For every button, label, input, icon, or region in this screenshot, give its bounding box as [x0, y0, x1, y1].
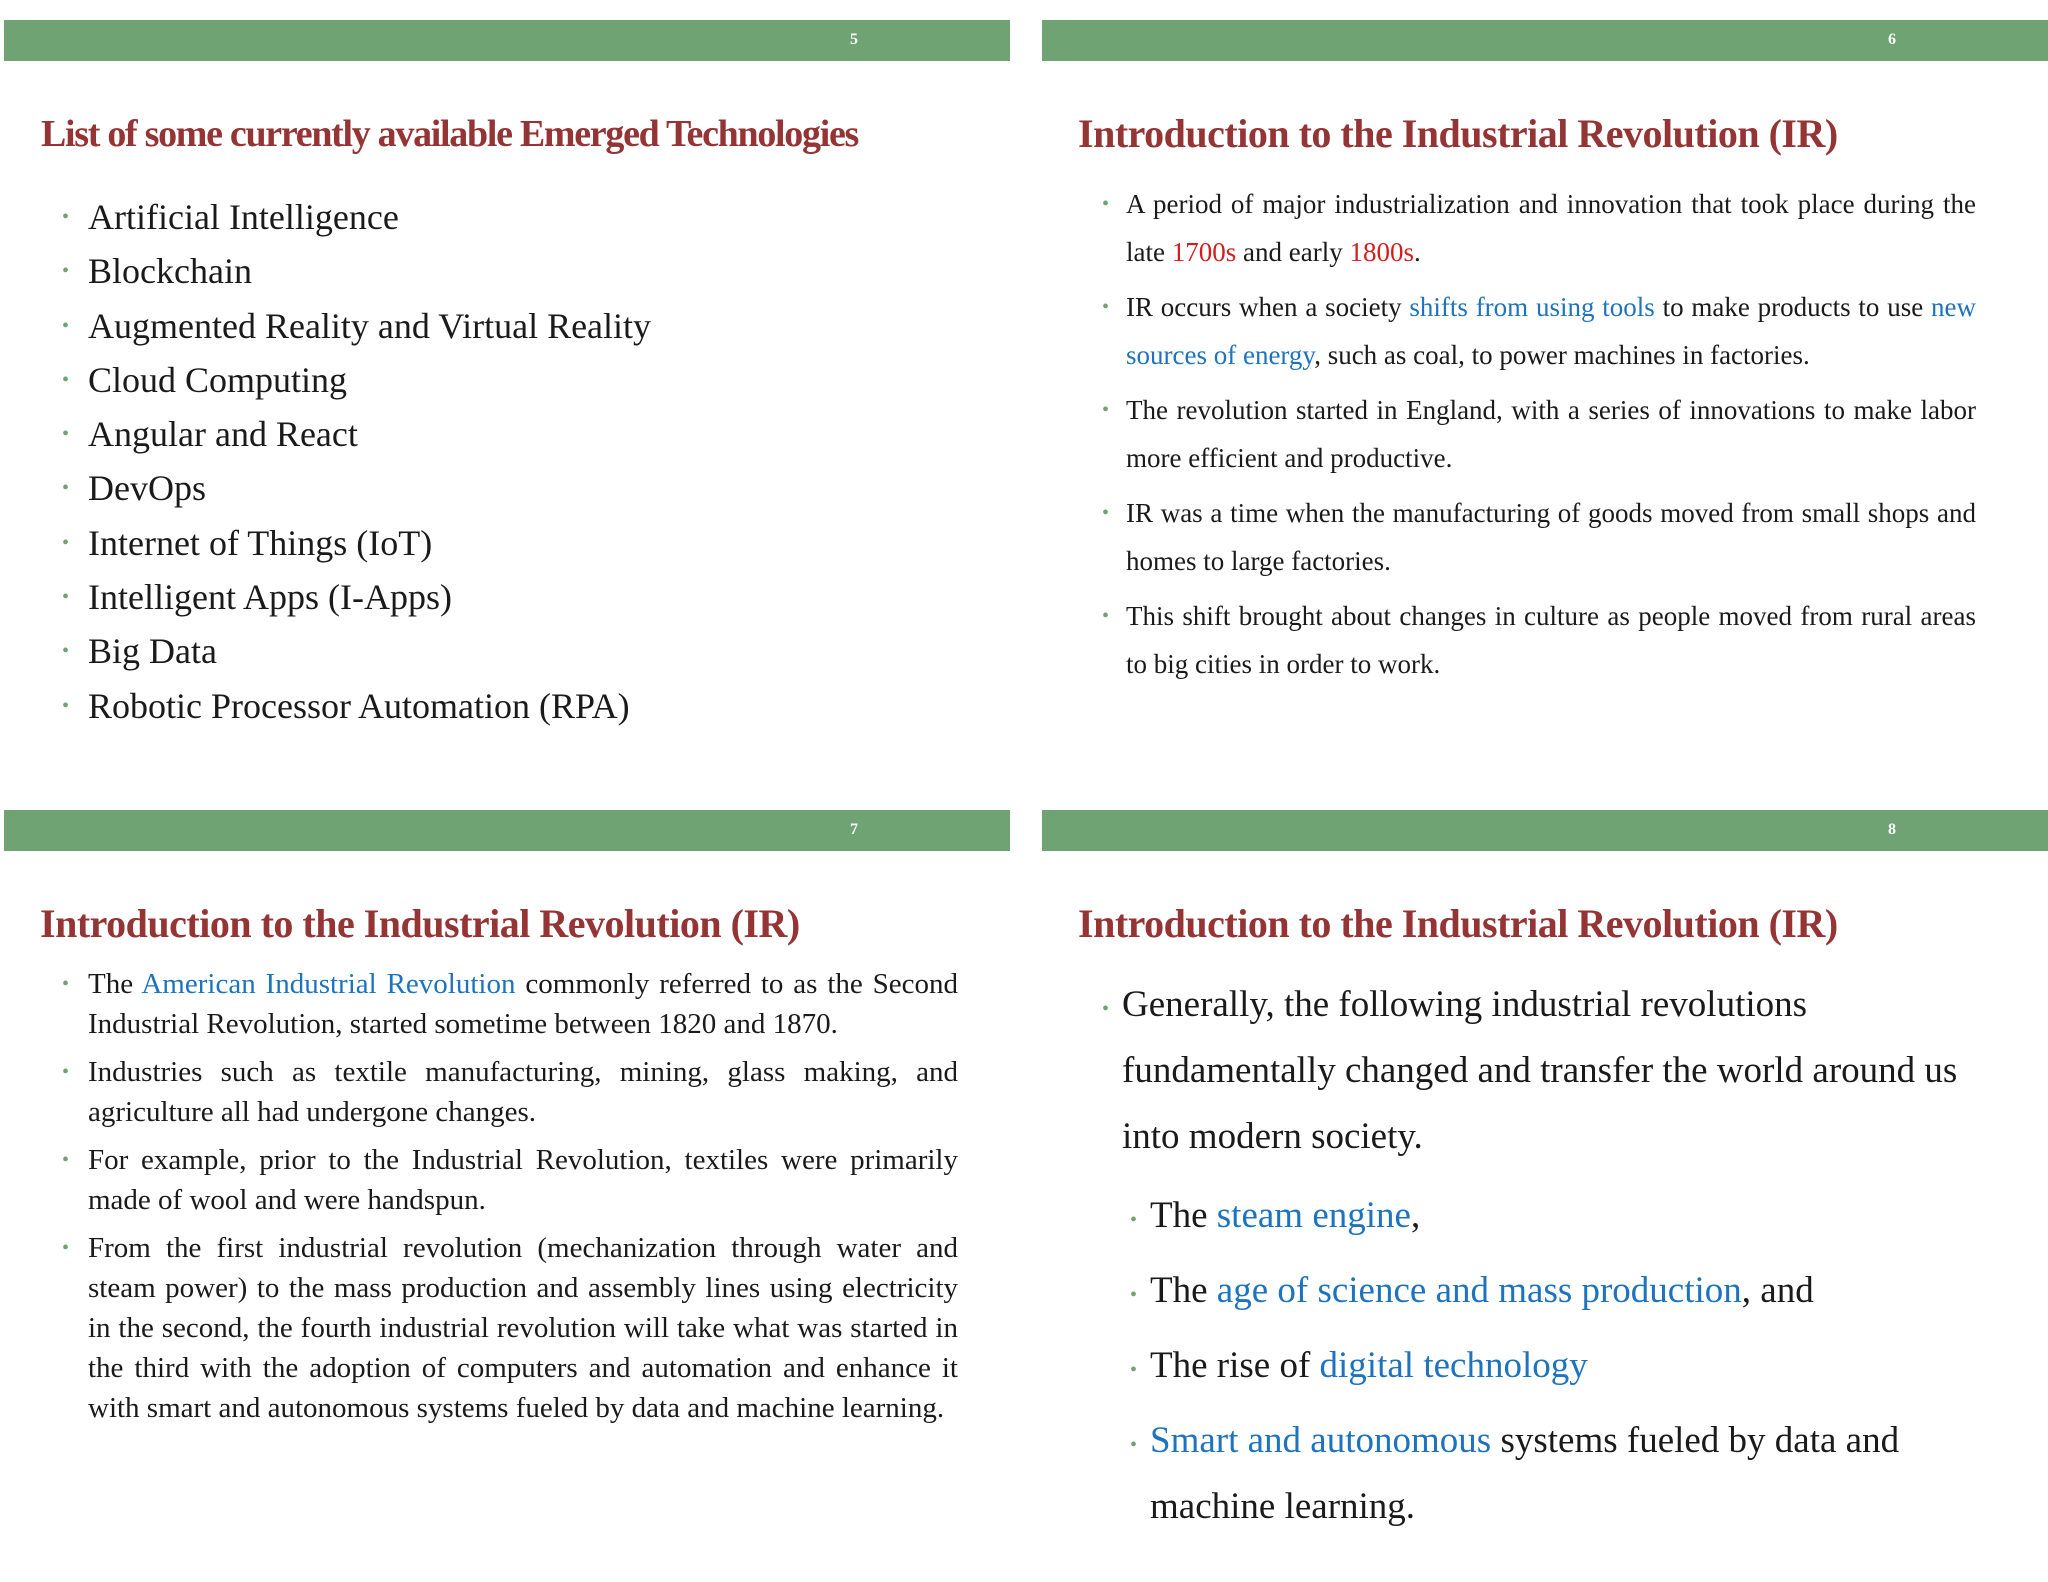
highlight-text: digital technology — [1319, 1345, 1588, 1386]
slide-5 — [4, 20, 1010, 780]
bullet-icon: • — [1102, 605, 1110, 627]
slide-header-bar — [1042, 20, 2048, 61]
bullet-icon: • — [62, 640, 70, 663]
slide-number: 8 — [1888, 821, 1896, 838]
highlight-text: American Industrial Revolution — [141, 968, 516, 1000]
list-item: • Artificial Intelligence — [62, 190, 962, 244]
slide-number: 5 — [850, 31, 858, 48]
list-item: • Big Data — [62, 624, 962, 678]
highlight-text: steam engine — [1216, 1195, 1411, 1236]
bullet-icon: • — [62, 694, 70, 717]
list-item: • Internet of Things (IoT) — [62, 516, 962, 570]
bullet-icon: • — [62, 423, 70, 446]
slide-6 — [1042, 20, 2048, 780]
highlight-text: shifts from using tools — [1409, 292, 1655, 322]
list-item: • For example, prior to the Industrial Revolution, textiles were primarily made of wool and were handspun. — [62, 1140, 958, 1220]
bullet-icon: • — [1130, 1284, 1138, 1306]
list-item: • IR occurs when a society shifts from using tools to make products to use new sources of energy, such as coal, to power machines in factories. — [1102, 283, 1976, 379]
list-item: • Robotic Processor Automation (RPA) — [62, 679, 962, 733]
list-item: • DevOps — [62, 461, 962, 515]
list-item: • IR was a time when the manufacturing of goods moved from small shops and homes to large factories. — [1102, 489, 1976, 585]
slide-header-bar — [1042, 810, 2048, 851]
bullet-icon: • — [1102, 502, 1110, 524]
bullet-icon: • — [62, 1237, 70, 1259]
list-item: • Intelligent Apps (I-Apps) — [62, 570, 962, 624]
list-item: • The revolution started in England, with a series of innovations to make labor more efficient and productive. — [1102, 386, 1976, 482]
list-item: • Angular and React — [62, 407, 962, 461]
bullet-icon: • — [1130, 1209, 1138, 1231]
sub-bullet-list — [1130, 1183, 1990, 1549]
list-item: • The age of science and mass production, and — [1130, 1258, 1990, 1324]
highlight-text: 1700s — [1171, 237, 1237, 267]
list-item: • A period of major industrialization and innovation that took place during the late 1700s and early 1800s. — [1102, 180, 1976, 276]
bullet-icon: • — [62, 477, 70, 500]
bullet-icon: • — [62, 314, 70, 337]
list-item: • The American Industrial Revolution commonly referred to as the Second Industrial Revolution, started sometime between 1820 and 1870. — [62, 964, 958, 1044]
bullet-list — [1102, 180, 1976, 695]
bullet-icon: • — [62, 260, 70, 283]
bullet-icon: • — [62, 206, 70, 228]
bullet-icon: • — [62, 531, 70, 554]
bullet-icon: • — [62, 1149, 70, 1171]
highlight-text: age of science and mass production — [1216, 1270, 1742, 1311]
list-item: • Industries such as textile manufacturing, mining, glass making, and agriculture all had undergone changes. — [62, 1052, 958, 1132]
list-item: • The steam engine, — [1130, 1183, 1990, 1249]
list-item: • Smart and autonomous systems fueled by data and machine learning. — [1130, 1408, 1990, 1540]
list-item: • Blockchain — [62, 244, 962, 298]
highlight-text: new sources of energy — [1126, 292, 1976, 370]
bullet-icon: • — [1130, 1359, 1138, 1381]
slide-header-bar — [4, 810, 1010, 851]
slide-7 — [4, 810, 1010, 1570]
bullet-icon: • — [62, 1061, 70, 1083]
slide-title: Introduction to the Industrial Revolution (IR) — [1078, 111, 1838, 156]
bullet-icon: • — [62, 368, 70, 391]
slide-8 — [1042, 810, 2048, 1570]
list-item: • This shift brought about changes in culture as people moved from rural areas to big cities in order to work. — [1102, 592, 1976, 688]
list-item: • The rise of digital technology — [1130, 1333, 1990, 1399]
bullet-icon: • — [1102, 998, 1110, 1020]
list-item: • Augmented Reality and Virtual Reality — [62, 299, 962, 353]
bullet-icon: • — [1102, 399, 1110, 421]
bullet-list — [62, 964, 958, 1436]
slide-number: 7 — [850, 821, 858, 838]
slide-title: List of some currently available Emerged Technologies — [41, 113, 859, 155]
highlight-text: 1800s — [1349, 237, 1414, 267]
list-item: • From the first industrial revolution (mechanization through water and steam power) to the mass production and assembly lines using electricity in the second, the fourth industrial revolution will take what was started in the third with the adoption of computers and automation and enhance it with smart and autonomous systems fueled by data and machine learning. — [62, 1228, 958, 1428]
bullet-icon: • — [1102, 193, 1110, 215]
slide-title: Introduction to the Industrial Revolution (IR) — [40, 901, 800, 946]
highlight-text: Smart and autonomous — [1150, 1420, 1492, 1461]
slide-number: 6 — [1888, 31, 1896, 48]
slide-title: Introduction to the Industrial Revolution (IR) — [1078, 901, 1838, 946]
technology-list — [62, 190, 962, 733]
slide-header-bar — [4, 20, 1010, 61]
bullet-icon: • — [1102, 296, 1110, 318]
bullet-icon: • — [62, 586, 70, 609]
bullet-icon: • — [62, 973, 70, 995]
bullet-icon: • — [1130, 1434, 1138, 1456]
list-item: • Cloud Computing — [62, 353, 962, 407]
intro-paragraph: • Generally, the following industrial revolutions fundamentally changed and transfer the world around us into modern society. — [1102, 972, 2002, 1170]
